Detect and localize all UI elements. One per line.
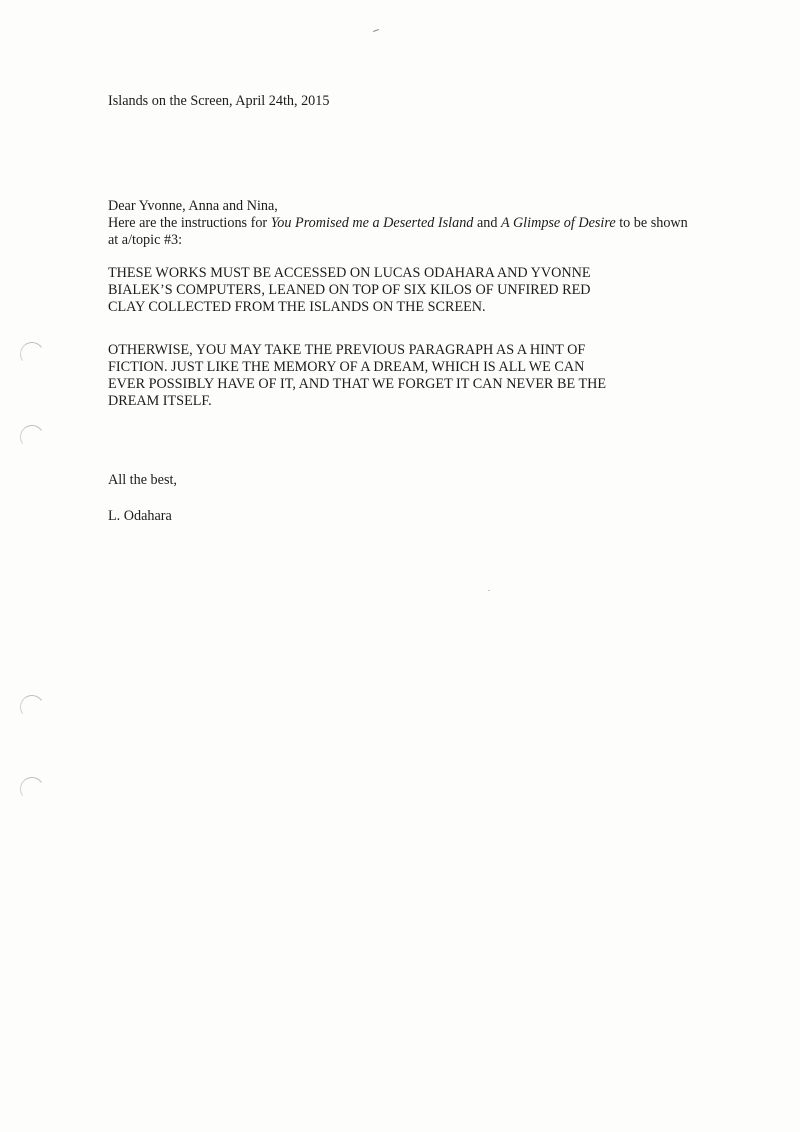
intro-line-2: at a/topic #3:: [108, 232, 183, 248]
paragraph-line: BIALEK’S COMPUTERS, LEANED ON TOP OF SIX KILOS OF UNFIRED RED: [108, 282, 591, 298]
intro-line-1: [108, 215, 688, 232]
intro-conjunction: and: [473, 215, 501, 231]
paragraph-line: CLAY COLLECTED FROM THE ISLANDS ON THE SCREEN.: [108, 299, 486, 315]
paragraph-line: DREAM ITSELF.: [108, 393, 212, 409]
intro-prefix: Here are the instructions for: [108, 215, 271, 231]
paragraph-line: OTHERWISE, YOU MAY TAKE THE PREVIOUS PARAGRAPH AS A HINT OF: [108, 342, 586, 358]
work-title-deserted-island: You Promised me a Deserted Island: [270, 215, 474, 231]
work-title-glimpse-of-desire: A Glimpse of Desire: [500, 215, 616, 231]
signature: L. Odahara: [108, 508, 172, 524]
paragraph-line: FICTION. JUST LIKE THE MEMORY OF A DREAM, WHICH IS ALL WE CAN: [108, 359, 585, 375]
punch-hole-mark: [18, 423, 46, 451]
punch-hole-mark: [18, 693, 46, 721]
fiction-paragraph: [108, 342, 606, 410]
salutation: Dear Yvonne, Anna and Nina,: [108, 198, 278, 214]
punch-hole-mark: [18, 340, 46, 368]
intro-suffix: to be shown: [615, 215, 688, 231]
letter-title: Islands on the Screen, April 24th, 2015: [108, 93, 330, 109]
instructions-paragraph: [108, 265, 591, 316]
punch-hole-mark: [18, 775, 46, 803]
paragraph-line: EVER POSSIBLY HAVE OF IT, AND THAT WE FORGET IT CAN NEVER BE THE: [108, 376, 607, 392]
closing: All the best,: [108, 472, 177, 488]
scan-speck: [488, 590, 490, 591]
paragraph-line: THESE WORKS MUST BE ACCESSED ON LUCAS ODAHARA AND YVONNE: [108, 265, 591, 281]
scan-speck: [373, 29, 379, 32]
